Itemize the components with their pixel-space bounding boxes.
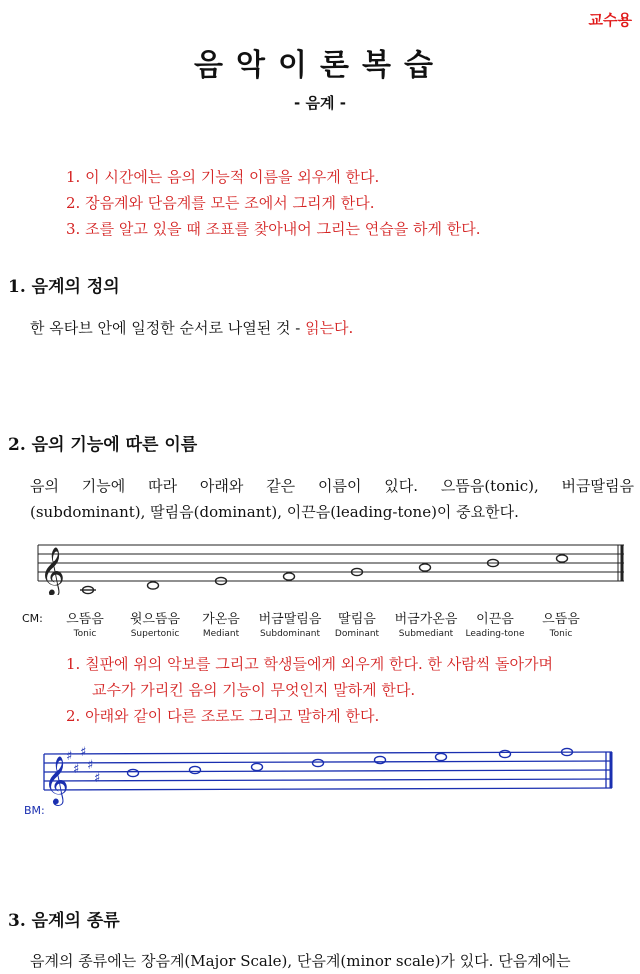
function-name: 버금가온음 Submediant bbox=[394, 612, 458, 639]
function-name: 으뜸음 Tonic bbox=[66, 612, 104, 639]
note bbox=[420, 564, 431, 571]
section-3-heading: 3. 음계의 종류 bbox=[8, 911, 120, 931]
b-major-label: BM: bbox=[24, 804, 45, 817]
note bbox=[148, 582, 159, 589]
section-2-text-line2: (subdominant), 딸림음(dominant), 이끈음(leading-tone)이 중요한다. bbox=[30, 503, 519, 521]
svg-text:♯: ♯ bbox=[94, 771, 101, 786]
instruction-2: 2. 아래와 같이 다른 조로도 그리고 말하게 한다. bbox=[66, 707, 380, 725]
instructor-badge: 교수용 bbox=[588, 11, 632, 29]
note bbox=[313, 759, 324, 766]
section-1-text bbox=[30, 317, 353, 338]
section-1-heading: 1. 음계의 정의 bbox=[8, 277, 120, 297]
c-major-label: CM: bbox=[22, 612, 43, 625]
svg-text:♯: ♯ bbox=[66, 749, 73, 764]
c-major-staff bbox=[0, 535, 640, 595]
definition-text: 한 옥타브 안에 일정한 순서로 나열된 것 - bbox=[30, 319, 301, 337]
svg-text:♯: ♯ bbox=[80, 745, 87, 760]
b-major-staff bbox=[0, 740, 640, 810]
note bbox=[190, 766, 201, 773]
note bbox=[436, 753, 447, 760]
note bbox=[284, 573, 295, 580]
objective-1: 1. 이 시간에는 음의 기능적 이름을 외우게 한다. bbox=[66, 168, 380, 186]
function-name: 버금딸림음 Subdominant bbox=[258, 612, 322, 639]
note bbox=[557, 555, 568, 562]
function-name: 가온음 Mediant bbox=[202, 612, 240, 639]
treble-clef-icon: 𝄞 bbox=[40, 546, 65, 595]
note bbox=[128, 769, 139, 776]
section-3-text: 음계의 종류에는 장음계(Major Scale), 단음계(minor scale)가 있다. 단음계에는 bbox=[30, 952, 571, 970]
function-name: 으뜸음 Tonic bbox=[542, 612, 580, 639]
key-signature-sharps-icon bbox=[66, 745, 100, 786]
section-2-heading: 2. 음의 기능에 따른 이름 bbox=[8, 435, 198, 455]
instruction-1-cont: 교수가 가리킨 음의 기능이 무엇인지 말하게 한다. bbox=[92, 681, 416, 699]
page-title: 음악이론복습 bbox=[194, 48, 446, 83]
function-names-row bbox=[22, 608, 632, 642]
section-2-text-line1: 음의 기능에 따라 아래와 같은 이름이 있다. 으뜸음(tonic), 버금딸림음 bbox=[30, 477, 634, 495]
objective-2: 2. 장음계와 단음계를 모든 조에서 그리게 한다. bbox=[66, 194, 375, 212]
function-name: 윗으뜸음 Supertonic bbox=[129, 612, 181, 639]
instruction-1: 1. 칠판에 위의 악보를 그리고 학생들에게 외우게 한다. 한 사람씩 돌아가며 bbox=[66, 655, 553, 673]
note bbox=[375, 756, 386, 763]
function-name: 이끈음 Leading-tone bbox=[465, 612, 525, 639]
page-subtitle: - 음계 - bbox=[294, 94, 346, 112]
objective-3: 3. 조를 알고 있을 때 조표를 찾아내어 그리는 연습을 하게 한다. bbox=[66, 220, 481, 238]
note bbox=[500, 750, 511, 757]
svg-text:♯: ♯ bbox=[73, 762, 80, 777]
note bbox=[252, 763, 263, 770]
function-name: 딸림음 Dominant bbox=[334, 612, 380, 639]
treble-clef-icon: 𝄞 bbox=[44, 755, 69, 804]
svg-text:♯: ♯ bbox=[87, 758, 94, 773]
definition-note: 읽는다. bbox=[305, 319, 354, 337]
